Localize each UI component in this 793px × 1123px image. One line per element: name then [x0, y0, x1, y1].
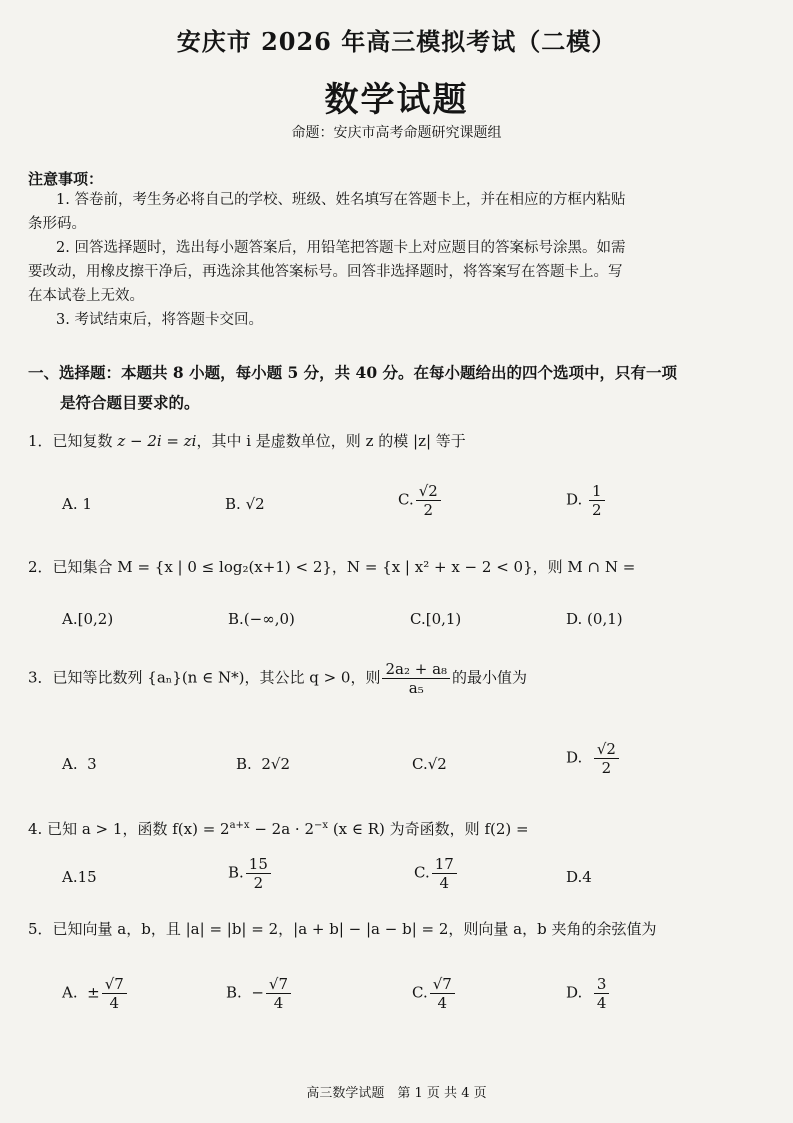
question-3-stem: 3．已知等比数列 {aₙ}(n ∈ N*)，其公比 q > 0，则 $\frac{\text{2a₂ + a₈}}{\text{a₅}}$ 的最小值为: [28, 660, 528, 697]
q1-option-d: D. $\frac{1}{2}$: [566, 482, 607, 519]
exam-header-title: 安庆市 2026 年高三模拟考试（二模）: [176, 27, 617, 56]
notice-item-1: 1. 答卷前，考生务必将自己的学校、班级、姓名填写在答题卡上，并在相应的方框内粘贴 条形码。: [28, 192, 626, 232]
notice-block: [28, 188, 768, 332]
question-2-stem: 2．已知集合 M = {x | 0 ≤ log₂(x+1) < 2}，N = {x | x² + x − 2 < 0}，则 M ∩ N =: [28, 558, 636, 576]
q3-option-d: D. $\frac{√2}{2}$: [566, 740, 621, 777]
q1-option-a: A. 1: [62, 495, 92, 513]
author-line: 命题：安庆市高考命题研究课题组: [291, 125, 502, 141]
page-footer: 高三数学试题 第 1 页 共 4 页: [306, 1086, 487, 1101]
notice-item-3: 3. 考试结束后，将答题卡交回。: [56, 312, 263, 328]
q2-option-a: A.[0,2): [62, 610, 114, 628]
q3-option-a: A. 3: [62, 755, 97, 773]
question-1-stem: 1．已知复数 z − 2i = zi，其中 i 是虚数单位，则 z 的模 |z| 等于: [28, 432, 466, 450]
q5-option-b: B. − $\frac{√7}{4}$: [226, 975, 293, 1012]
q4-option-b: B. $\frac{15}{2}$: [228, 855, 273, 892]
q1-option-c: C. $\frac{√2}{2}$: [398, 482, 443, 519]
q3-option-c: C.√2: [412, 755, 447, 773]
notice-heading: 注意事项：: [28, 170, 104, 188]
q4-option-d: D.4: [566, 868, 592, 886]
q1-option-b: B. √2: [225, 495, 265, 513]
q4-option-c: C. $\frac{17}{4}$: [414, 855, 459, 892]
q2-option-d: D. (0,1): [566, 610, 623, 628]
question-4-stem: 4. 已知 a > 1，函数 $f(x) = 2^{a+x} - 2a \cdot 2^{-x}$ (x ∈ R) 为奇函数，则 f(2) =: [28, 820, 529, 838]
subject-title: 数学试题: [324, 80, 469, 120]
q5-option-c: C. $\frac{√7}{4}$: [412, 975, 457, 1012]
q2-option-b: B.(−∞,0): [228, 610, 295, 628]
q5-option-a: A. ± $\frac{√7}{4}$: [62, 975, 129, 1012]
question-5-stem: 5．已知向量 a，b，且 |a| = |b| = 2，|a + b| − |a − b| = 2，则向量 a，b 夹角的余弦值为: [28, 920, 657, 938]
q5-option-d: D. $\frac{3}{4}$: [566, 975, 611, 1012]
notice-item-2: 2. 回答选择题时，选出每小题答案后，用铅笔把答题卡上对应题目的答案标号涂黑。如需 要改动，用橡皮擦干净后，再选涂其他答案标号。回答非选择题时，将答案写在答题卡上。写 在本试卷上无效。: [28, 240, 626, 304]
q2-option-c: C.[0,1): [410, 610, 462, 628]
q4-option-a: A.15: [62, 868, 97, 886]
q3-option-b: B. 2√2: [236, 755, 290, 773]
section-heading: 一、选择题：本题共 8 小题，每小题 5 分，共 40 分。在每小题给出的四个选项中，只有一项 是符合题目要求的。: [28, 363, 678, 412]
